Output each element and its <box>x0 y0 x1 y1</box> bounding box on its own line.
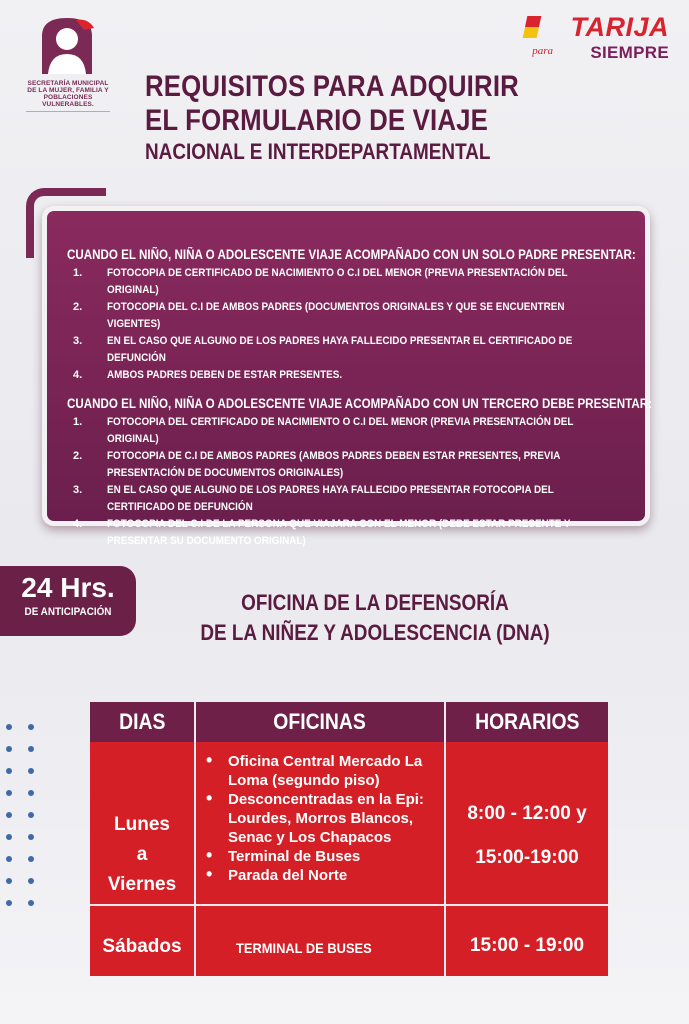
title-line-3: NACIONAL E INTERDEPARTAMENTAL <box>145 139 491 164</box>
item-text: EN EL CASO QUE ALGUNO DE LOS PADRES HAYA FALLECIDO PRESENTAR FOTOCOPIA DEL CERTIFICADO DE DEFUNCIÓN <box>107 484 554 513</box>
day-text: Lunes <box>114 814 170 835</box>
requirements-panel <box>42 206 653 547</box>
decorative-dot <box>6 834 12 840</box>
decorative-dot <box>28 746 34 752</box>
weekday-hours <box>446 792 608 880</box>
item-text: FOTOCOPIA DE CERTIFICADO DE NACIMIENTO O C.I DEL MENOR (PREVIA PRESENTACIÓN DEL ORIGINAL) <box>107 267 568 296</box>
list-item <box>67 265 631 299</box>
decorative-dot <box>6 856 12 862</box>
flag-icon <box>523 16 542 38</box>
weekday-offices <box>198 752 436 885</box>
org-name-line: POBLACIONES VULNERABLES. <box>42 94 94 108</box>
list-item <box>67 299 631 333</box>
hours-text: 15:00-19:00 <box>475 847 579 868</box>
item-text: EN EL CASO QUE ALGUNO DE LOS PADRES HAYA FALLECIDO PRESENTAR EL CERTIFICADO DE DEFUNCIÓN <box>107 335 573 364</box>
saturday-office: TERMINAL DE BUSES <box>236 940 372 956</box>
item-text: FOTOCOPIA DE C.I DE AMBOS PADRES (AMBOS PADRES DEBEN ESTAR PRESENTES, PREVIA PRESENTACIÓN DE DOCUMENTOS ORIGINALES) <box>107 450 561 479</box>
org-name <box>18 80 118 108</box>
header-offices <box>196 702 444 742</box>
item-number: 4. <box>73 369 83 381</box>
title-line-1: REQUISITOS PARA ADQUIRIR <box>145 70 519 103</box>
item-number: 3. <box>73 484 83 496</box>
day-text: Viernes <box>107 874 177 895</box>
item-number: 4. <box>73 518 83 530</box>
list-item <box>67 414 631 448</box>
decorative-dot <box>28 900 34 906</box>
decorative-dot <box>6 812 12 818</box>
item-text: FOTOCOPIA DEL C.I DE AMBOS PADRES (DOCUMENTOS ORIGINALES Y QUE SE ENCUENTREN VIGENTES) <box>107 301 565 330</box>
column-divider <box>194 702 196 976</box>
list-item <box>67 448 631 482</box>
decorative-dots <box>6 724 40 924</box>
section-2-heading: CUANDO EL NIÑO, NIÑA O ADOLESCENTE VIAJE ACOMPAÑADO CON UN TERCERO DEBE PRESENTAR: <box>67 396 653 411</box>
brand-sub: SIEMPRE <box>590 43 669 62</box>
header-offices-label: OFICINAS <box>273 709 367 734</box>
decorative-dot <box>6 724 12 730</box>
decorative-dot <box>28 768 34 774</box>
list-item: • Terminal de Buses <box>198 847 436 866</box>
office-line-2: DE LA NIÑEZ Y ADOLESCENCIA (DNA) <box>200 620 550 645</box>
section-1-heading: CUANDO EL NIÑO, NIÑA O ADOLESCENTE VIAJE ACOMPAÑADO CON UN SOLO PADRE PRESENTAR: <box>67 247 636 262</box>
schedule-table <box>90 702 608 976</box>
anticipation-badge <box>0 566 136 636</box>
page-title <box>145 70 565 166</box>
decorative-dot <box>6 878 12 884</box>
day-text: a <box>136 844 148 865</box>
decorative-dot <box>28 724 34 730</box>
org-logo <box>18 14 118 112</box>
decorative-dot <box>6 746 12 752</box>
org-name-line: DE LA MUJER, FAMILIA Y <box>27 87 109 94</box>
list-item <box>67 516 631 550</box>
brand-logo <box>521 12 671 68</box>
hours-text: 8:00 - 12:00 y <box>467 803 587 824</box>
item-text: AMBOS PADRES DEBEN DE ESTAR PRESENTES. <box>107 369 343 381</box>
decorative-dot <box>6 900 12 906</box>
item-number: 3. <box>73 335 83 347</box>
row-divider <box>90 904 608 906</box>
item-text: FOTOCOPIA DEL C.I DE LA PERSONA QUE VIAJARA CON EL MENOR (DEBE ESTAR PRESENTE Y PRESENTAR SU DOCUMENTO ORIGINAL) <box>107 518 571 547</box>
decorative-dot <box>28 834 34 840</box>
list-item: • Parada del Norte <box>198 866 436 885</box>
org-underline <box>26 111 110 112</box>
decorative-dot <box>6 790 12 796</box>
weekday-days <box>90 810 194 900</box>
section-2-list <box>67 414 631 550</box>
item-number: 1. <box>73 416 83 428</box>
header-hours <box>446 702 608 742</box>
header-hours-label: HORARIOS <box>474 709 580 734</box>
decorative-dot <box>6 768 12 774</box>
decorative-dot <box>28 790 34 796</box>
badge-label: DE ANTICIPACIÓN <box>24 606 112 618</box>
org-name-line: SECRETARÍA MUNICIPAL <box>27 80 109 87</box>
woman-silhouette-icon <box>36 14 98 76</box>
office-title <box>170 588 580 648</box>
decorative-dot <box>28 878 34 884</box>
item-text: FOTOCOPIA DEL CERTIFICADO DE NACIMIENTO O C.I DEL MENOR (PREVIA PRESENTACIÓN DEL ORIGINAL) <box>107 416 574 445</box>
title-line-2: EL FORMULARIO DE VIAJE <box>145 104 489 137</box>
item-number: 1. <box>73 267 83 279</box>
office-line-1: OFICINA DE LA DEFENSORÍA <box>241 590 509 615</box>
decorative-dot <box>28 856 34 862</box>
item-number: 2. <box>73 301 83 313</box>
brand-para: para <box>532 45 553 57</box>
header-days-label: DIAS <box>118 709 166 734</box>
saturday-hours: 15:00 - 19:00 <box>469 935 585 956</box>
saturday-days: Sábados <box>102 936 182 957</box>
list-item <box>67 367 631 384</box>
list-item <box>67 333 631 367</box>
list-item: • Oficina Central Mercado La Loma (segundo piso) <box>198 752 436 790</box>
list-item: • Desconcentradas en la Epi: Lourdes, Morros Blancos, Senac y Los Chapacos <box>198 790 436 847</box>
item-number: 2. <box>73 450 83 462</box>
brand-main: TARIJA <box>570 12 669 42</box>
badge-hours: 24 Hrs. <box>21 572 115 603</box>
list-item <box>67 482 631 516</box>
decorative-dot <box>28 812 34 818</box>
section-1-list <box>67 265 631 384</box>
header-days <box>90 702 194 742</box>
